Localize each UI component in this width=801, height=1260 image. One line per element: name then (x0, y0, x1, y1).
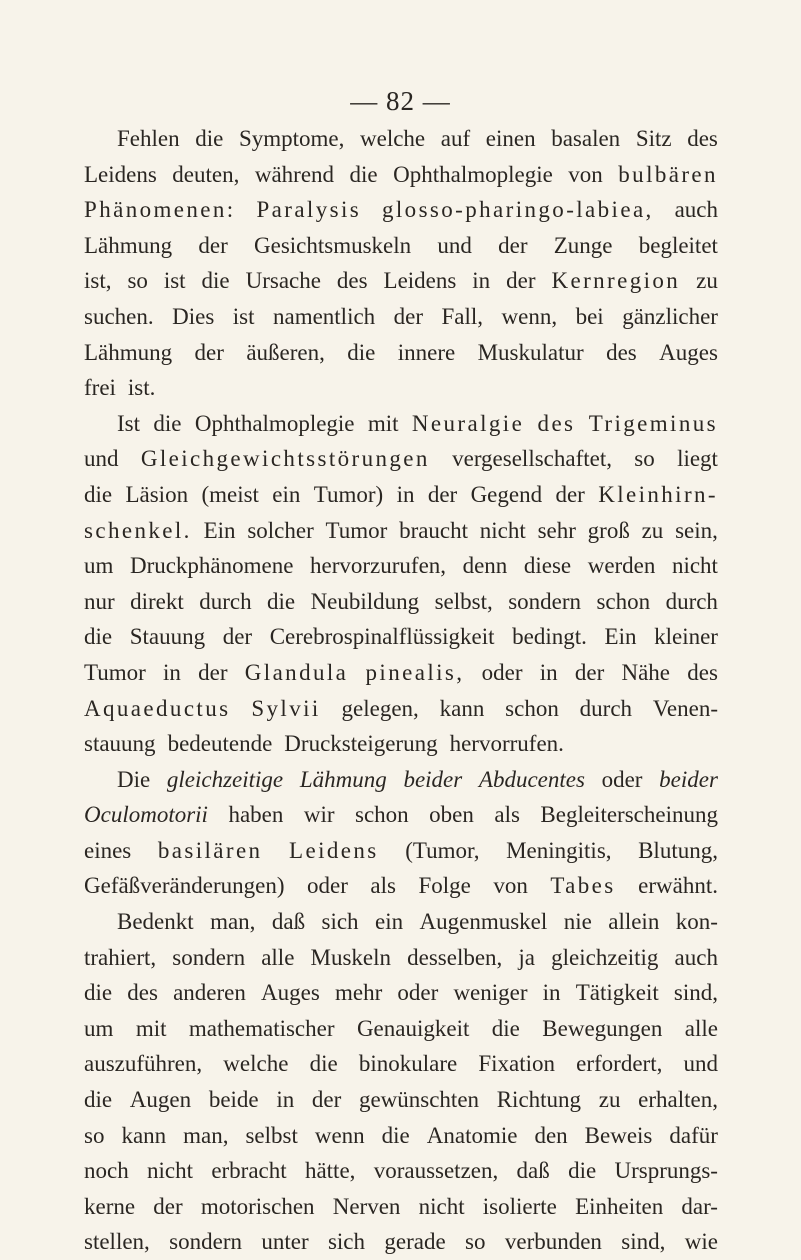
word: Zunge (553, 232, 613, 258)
word: die (491, 1015, 520, 1041)
word: Muskeln (310, 944, 392, 970)
word: vergesellschaftet, (452, 446, 612, 472)
word: Druckphänomene (129, 553, 294, 579)
word: in (542, 980, 561, 1006)
word-italic: Oculomotorii (84, 802, 208, 828)
word: die (153, 410, 182, 436)
word: dar- (681, 1193, 718, 1219)
word: oder (397, 980, 439, 1006)
word: ist (232, 303, 255, 329)
word: Ophthalmoplegie (393, 161, 553, 187)
word: braucht (399, 517, 469, 543)
text-line (84, 513, 718, 549)
word: denn (462, 553, 508, 579)
word: weniger (453, 980, 528, 1006)
word: welche (223, 1051, 289, 1077)
text-line (84, 797, 718, 833)
text-line (84, 975, 718, 1011)
text-line (84, 833, 718, 869)
word: Leidens (84, 161, 157, 187)
word: Lähmung (84, 339, 173, 365)
word: als (494, 802, 520, 828)
text-line (84, 655, 718, 691)
word: (meist (201, 481, 259, 507)
word: Gefäßveränderungen) (84, 873, 285, 899)
word: kon- (675, 909, 718, 935)
word: eines (84, 837, 132, 863)
word: erhalten, (638, 1087, 718, 1113)
text-line (84, 335, 718, 371)
word: solcher (247, 517, 314, 543)
word: ja (518, 944, 536, 970)
word: der (198, 232, 228, 258)
word: der (311, 1087, 342, 1113)
word: die (84, 481, 113, 507)
word: Folge (418, 873, 471, 899)
word: der (498, 232, 528, 258)
word: noch (84, 1158, 129, 1184)
word: sondern (169, 1229, 242, 1255)
word: alle (684, 1015, 718, 1041)
word: auch (674, 197, 718, 223)
word: suchen. (84, 303, 154, 329)
word: Cerebrospinalflüssigkeit (269, 624, 495, 650)
word: zu (641, 517, 664, 543)
word-spaced: Tabes (550, 873, 616, 899)
word: die (309, 1051, 338, 1077)
word: wir (303, 802, 335, 828)
word: Fixation (478, 1051, 555, 1077)
word: oder (481, 659, 523, 685)
word: Augenmuskel (419, 909, 548, 935)
word: Drucksteigerung (284, 731, 438, 757)
word: welche (360, 126, 426, 151)
word: Tumor) (313, 481, 384, 507)
text-line (84, 263, 718, 299)
text-line (84, 691, 718, 727)
word-spaced: des (537, 410, 576, 436)
word: um (84, 553, 114, 579)
word: diese (523, 553, 572, 579)
word: schon (596, 588, 651, 614)
word-italic: beider (403, 766, 463, 792)
word: Tumor (84, 659, 146, 685)
word: von (493, 873, 528, 899)
body-text (84, 121, 718, 1260)
text-line (84, 477, 718, 513)
word: Stauung (129, 624, 206, 650)
word: sind, (621, 1229, 666, 1255)
word: in (276, 1087, 295, 1113)
word-spaced: Glandula (244, 659, 349, 685)
word: Ophthalmoplegie (194, 410, 355, 436)
word: nicht (479, 517, 526, 543)
word: Läsion (125, 481, 189, 507)
word: Beweis (584, 1122, 653, 1148)
word: groß (587, 517, 630, 543)
word: den (534, 1122, 568, 1148)
word: alle (261, 944, 295, 970)
word: Gesichtsmuskeln (254, 232, 412, 258)
word: binokulare (358, 1051, 458, 1077)
word: in (163, 659, 181, 685)
text-line (84, 192, 718, 228)
word: innere (397, 339, 456, 365)
text-line (84, 370, 718, 406)
word: Venen- (652, 695, 718, 721)
word: die (349, 161, 378, 187)
word: stauung (84, 731, 156, 757)
word-spaced: pinealis, (365, 659, 465, 685)
text-line (84, 1082, 718, 1118)
word: mit (135, 1015, 167, 1041)
word: allein (608, 909, 660, 935)
text-line (84, 121, 718, 157)
word: nur (84, 588, 115, 614)
word: während (254, 161, 335, 187)
word: so (465, 1229, 486, 1255)
word: Nerven (332, 1193, 401, 1219)
word: die (201, 268, 230, 294)
word-spaced: glosso-pharingo-labiea, (381, 197, 654, 223)
word: schon (505, 695, 559, 721)
word: die (347, 339, 376, 365)
word: man, (210, 909, 256, 935)
word: desselben, (407, 944, 503, 970)
text-line (84, 1011, 718, 1047)
word: anderen (173, 980, 246, 1006)
word: durch (199, 588, 252, 614)
word-spaced: Trigeminus (588, 410, 718, 436)
word: Leidens (383, 268, 457, 294)
word: isolierte (482, 1193, 557, 1219)
word: Die (117, 766, 151, 792)
word: direkt (130, 588, 184, 614)
word-italic: Lähmung (299, 766, 387, 792)
word: haben (228, 802, 284, 828)
word: so (127, 268, 148, 294)
text-line (84, 762, 718, 798)
word: zu (696, 268, 718, 294)
word: man, (183, 1122, 229, 1148)
word: der (574, 659, 605, 685)
word: begleitet (638, 232, 718, 258)
text-line (84, 228, 718, 264)
word: die (195, 126, 224, 151)
word: der (153, 1193, 183, 1219)
word: mehr (334, 980, 383, 1006)
word: selbst, (434, 588, 493, 614)
page-number: — 82 — (350, 86, 451, 116)
word: werden (587, 553, 656, 579)
text-line (84, 904, 718, 940)
word: gänzlicher (622, 303, 718, 329)
word: die (568, 1158, 597, 1184)
word: erfordert, (576, 1051, 663, 1077)
word: die (84, 624, 113, 650)
word: daß (271, 909, 306, 935)
word: Ist (117, 410, 140, 436)
word: in (539, 659, 558, 685)
word: Bedenkt (117, 909, 194, 935)
word: erbracht (211, 1158, 287, 1184)
word: Einheiten (575, 1193, 664, 1219)
word: motorischen (200, 1193, 315, 1219)
word: ein (272, 481, 301, 507)
word-italic: Abducentes (478, 766, 585, 792)
word: so (634, 446, 655, 472)
word-spaced: bulbären (618, 161, 718, 187)
word: Nähe (621, 659, 671, 685)
word: sondern (508, 588, 582, 614)
text-line (84, 1118, 718, 1154)
word: hätte, (304, 1158, 356, 1184)
word: wie (684, 1229, 718, 1255)
word-spaced: Gleichgewichtsstörungen (140, 446, 430, 472)
word-spaced: Neuralgie (411, 410, 525, 436)
word: der (555, 481, 585, 507)
word: Bewegungen (542, 1015, 663, 1041)
word: sehr (537, 517, 576, 543)
word: des (687, 659, 718, 685)
word: nicht (671, 553, 718, 579)
word: als (370, 873, 396, 899)
word: Gegend (470, 481, 543, 507)
text-line (84, 406, 718, 442)
word: oder (307, 873, 348, 899)
word: daß (516, 1158, 550, 1184)
word: Blutung, (638, 837, 718, 863)
text-line (84, 726, 718, 762)
word: ist, (84, 268, 112, 294)
word: Tumor (325, 517, 388, 543)
word: des (687, 126, 718, 151)
word: sondern (172, 944, 246, 970)
word: Sitz (635, 126, 672, 151)
word-spaced: Leidens (289, 837, 379, 863)
word: sich (327, 1229, 366, 1255)
word: basalen (551, 126, 621, 151)
word: der (194, 339, 224, 365)
text-line (84, 940, 718, 976)
text-line (84, 1224, 718, 1260)
word-spaced: Paralysis (256, 197, 362, 223)
word: oben (429, 802, 474, 828)
word: des (127, 980, 158, 1006)
word: sind, (673, 980, 718, 1006)
word: der (506, 268, 536, 294)
word: Symptome, (238, 126, 345, 151)
word: so (84, 1122, 105, 1148)
word: Auges (261, 980, 320, 1006)
word: erwähnt. (638, 873, 718, 899)
word: die (84, 980, 113, 1006)
word: Anatomie (426, 1122, 518, 1148)
word-spaced: Sylvii (251, 695, 321, 721)
word: äußeren, (246, 339, 325, 365)
text-line (84, 157, 718, 193)
text-line (84, 441, 718, 477)
word: und (437, 232, 472, 258)
word-spaced: Kleinhirn- (598, 481, 718, 507)
word: Lähmung (84, 232, 173, 258)
word: stellen, (84, 1229, 150, 1255)
word-spaced: Aquaeductus (84, 695, 231, 721)
word: Begleiterscheinung (540, 802, 718, 828)
word: trahiert, (84, 944, 157, 970)
word: und (683, 1051, 718, 1077)
word: um (84, 1015, 114, 1041)
word: auszuführen, (84, 1051, 203, 1077)
word-spaced: Phänomenen: (84, 197, 236, 223)
word: bedingt. (512, 624, 587, 650)
word: des (336, 268, 368, 294)
word: die (84, 1087, 113, 1113)
word: kerne (84, 1193, 136, 1219)
word: nicht (418, 1193, 465, 1219)
word: durch (579, 695, 633, 721)
word: ist. (127, 375, 156, 401)
word-italic: beider (659, 766, 718, 792)
word: der (393, 303, 424, 329)
text-line (84, 868, 718, 904)
word: mathematischer (188, 1015, 335, 1041)
word: Ein (604, 624, 637, 650)
word-spaced: schenkel. (84, 517, 192, 543)
word: nicht (147, 1158, 194, 1184)
word: die (381, 1122, 410, 1148)
word: ist (163, 268, 186, 294)
word: in (472, 268, 491, 294)
text-line (84, 619, 718, 655)
word: Muskulatur (477, 339, 584, 365)
word: des (606, 339, 637, 365)
word: der (198, 659, 228, 685)
word: sich (321, 909, 359, 935)
word: verbunden (504, 1229, 602, 1255)
word: Richtung (496, 1087, 582, 1113)
word: auch (674, 944, 718, 970)
word: der (222, 624, 253, 650)
word: wenn, (501, 303, 558, 329)
word: frei (84, 375, 116, 401)
word: oder (601, 766, 643, 792)
word: Meningitis, (506, 837, 612, 863)
word: der (427, 481, 458, 507)
word: einen (485, 126, 536, 151)
word: mit (367, 410, 399, 436)
word: kann (439, 695, 485, 721)
word: Neubildung (310, 588, 420, 614)
word: bei (575, 303, 604, 329)
word: Tätigkeit (575, 980, 659, 1006)
text-line (84, 548, 718, 584)
word: hervorzurufen, (310, 553, 447, 579)
word: wenn (314, 1122, 365, 1148)
word: namentlich (272, 303, 376, 329)
word: auf (440, 126, 471, 151)
word: die (267, 588, 296, 614)
text-line (84, 1153, 718, 1189)
word: in (396, 481, 415, 507)
word: schon (355, 802, 409, 828)
word: zu (598, 1087, 621, 1113)
word: Ein (203, 517, 236, 543)
word: Ursprungs- (614, 1158, 718, 1184)
word: gerade (384, 1229, 446, 1255)
word: bedeutende (167, 731, 273, 757)
word: Auges (659, 339, 718, 365)
word: nie (563, 909, 592, 935)
word: und (84, 446, 119, 472)
text-line (84, 1189, 718, 1225)
word: gewünschten (358, 1087, 480, 1113)
word: liegt (677, 446, 718, 472)
word: deuten, (172, 161, 240, 187)
word: Augen (129, 1087, 192, 1113)
word-spaced: basilären (157, 837, 263, 863)
word: durch (665, 588, 718, 614)
word: Genauigkeit (356, 1015, 470, 1041)
word: dafür (669, 1122, 718, 1148)
word: ein (374, 909, 404, 935)
word: selbst (245, 1122, 298, 1148)
text-line (84, 1046, 718, 1082)
word: kann (121, 1122, 167, 1148)
word: gleichzeitig (551, 944, 659, 970)
word: Fehlen (117, 126, 180, 151)
word: voraussetzen, (373, 1158, 499, 1184)
word: Ursache (245, 268, 321, 294)
word: beide (208, 1087, 259, 1113)
word: (Tumor, (405, 837, 480, 863)
text-line (84, 299, 718, 335)
word-spaced: Kernregion (551, 268, 681, 294)
word: hervorrufen. (449, 731, 564, 757)
word: gelegen, (341, 695, 419, 721)
word: sein, (675, 517, 718, 543)
word: Fall, (441, 303, 484, 329)
word: kleiner (654, 624, 718, 650)
text-line (84, 584, 718, 620)
word: von (568, 161, 603, 187)
word-italic: gleichzeitige (166, 766, 284, 792)
word: unter (261, 1229, 309, 1255)
word: Dies (172, 303, 215, 329)
